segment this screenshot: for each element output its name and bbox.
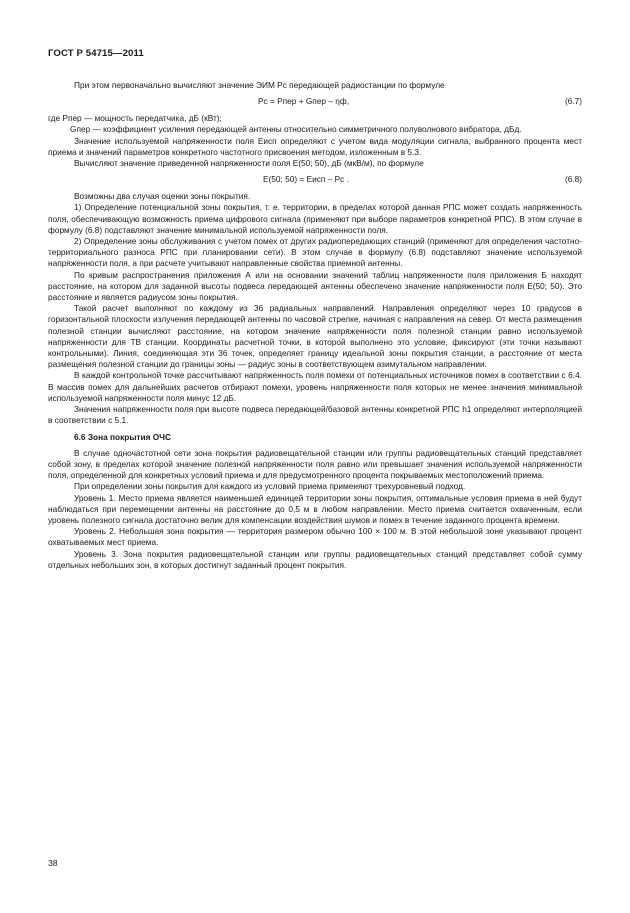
intro-paragraph: При этом первоначально вычисляют значение ЭИМ Pс передающей радиостанции по формуле <box>74 80 445 90</box>
definition-gper: Gпер — коэффициент усиления передающей антенны относительно симметричного полуволнового вибратора, дБд. <box>70 124 522 135</box>
section-paragraph-1: В случае одночастотной сети зона покрытия радиовещательной станции или группы радиовещательных станций представляет собой зону, в пределах которой значение полезной напряженности поля равно или превышает значения используемой напряженности поля, определенной для конкретных условий приема и для предусмотренного процента покрываемых местоположений приема. <box>48 447 582 481</box>
page-number: 38 <box>48 858 58 868</box>
paragraph-height: Значения напряженности поля при высоте подвеса передающей/базовой антенны конкретной РПС h1 определяют интерполяцией в соответствии с 5.1. <box>48 404 582 426</box>
section-paragraph-3: Уровень 1. Место приема является наименьшей единицей территории зоны покрытия, оптимальные условия приема в ней будут наблюдаться при перемещении антенны на расстояние до 0,5 м в любом направлении. Место приема считается охваченным, если уровень полезного сигнала достаточно велик для компенсации воздействия шумов и помех в течение заданного процента времени. <box>48 492 582 525</box>
section-paragraph-5: Уровень 3. Зона покрытия радиовещательной станции или группы радиовещательных станций представляет собой сумму отдельных небольших зон, в которых достигнут заданный процент покрытия. <box>48 548 582 570</box>
paragraph-case-2: 2) Определение зоны обслуживания с учетом помех от других радиопередающих станций (применяют для определения частотно-территориального разноса РПС при планировании сети). В этом случае в формулу (6.8) подставляют значение используемой напряженности поля, а при расчете учитывают направленные свойства приемной антенны. <box>48 236 582 269</box>
paragraph-eisp: Значение используемой напряженности поля Eисп определяют с учетом вида модуляции сигнала, выбранного процента мест приема и значений параметров конкретного частотного присвоения методом, изложенным в 5.3. <box>48 135 582 157</box>
section-paragraph-2: При определении зоны покрытия для каждого из условий приема применяют трехуровневый подход. <box>74 481 466 492</box>
paragraph-calc: Вычисляют значение приведенной напряженности поля E(50; 50), дБ (мкВ/м), по формуле <box>74 158 424 169</box>
document-body <box>48 80 582 571</box>
paragraph-cases: Возможны два случая оценки зоны покрытия. <box>74 191 251 202</box>
formula-6-8-expression: E(50; 50) = Eисп – Pс . <box>263 174 349 185</box>
paragraph-case-1: 1) Определение потенциальной зоны покрытия, т. е. территории, в пределах которой данная РПС может создать напряженность поля, обеспечивающую возможность приема цифрового сигнала (применяют при выборе параметров конкретной РПС). В этом случае в формулу (6.8) подставляют значение минимальной используемой напряженности поля. <box>48 202 582 235</box>
paragraph-control-points: В каждой контрольной точке рассчитывают напряженность поля помехи от потенциальных источников помех в соответствии с 6.4. В массив помех для дальнейших расчетов отбирают помехи, уровень напряженности поля которых не менее значения минимальной используемой напряженности поля минус 12 дБ. <box>48 370 582 403</box>
paragraph-radial: Такой расчет выполняют по каждому из 36 радиальных направлений. Направления определяют через 10 градусов в горизонтальной плоскости излучения передающей антенны по часовой стрелке, начиная с направления на север. От места размещения полезной станции вычисляют расстояние, на котором значение напряженности поля полезной станции равно используемой напряженности для ТВ станции. Координаты расчетной точки, в которой выполнено это условие, фиксируют (эти точки называют контрольными). Линия, соединяющая эти 36 точек, определяет границу идеальной зоны покрытия станции, а расстояние от места размещения полезной станции до границы зоны — радиус зоны в соответствующем азимутальном направлении. <box>48 303 582 370</box>
formula-6-8-number: (6.8) <box>564 174 582 185</box>
formula-6-7-expression: Pс = Pпер + Gпер – ηф, <box>258 96 349 107</box>
section-heading-6-6: 6.6 Зона покрытия ОЧС <box>74 432 172 443</box>
document-header: ГОСТ Р 54715—2011 <box>48 48 144 59</box>
formula-6-7-number: (6.7) <box>564 96 582 107</box>
definition-pper: где Pпер — мощность передатчика, дБ (кВт); <box>48 113 222 124</box>
formula-6-7 <box>48 91 582 113</box>
formula-6-8 <box>48 169 582 191</box>
paragraph-curves: По кривым распространения приложения А или на основании значений таблиц напряженности поля приложения Б находят расстояние, на котором для заданной высоты подвеса передающей антенны обеспечено значение напряженности поля E(50; 50). Это расстояние и является радиусом зоны покрытия. <box>48 269 582 303</box>
section-paragraph-4: Уровень 2. Небольшая зона покрытия — территория размером обычно 100 × 100 м. В этой небольшой зоне указывают процент охватываемых мест приема. <box>48 526 582 548</box>
